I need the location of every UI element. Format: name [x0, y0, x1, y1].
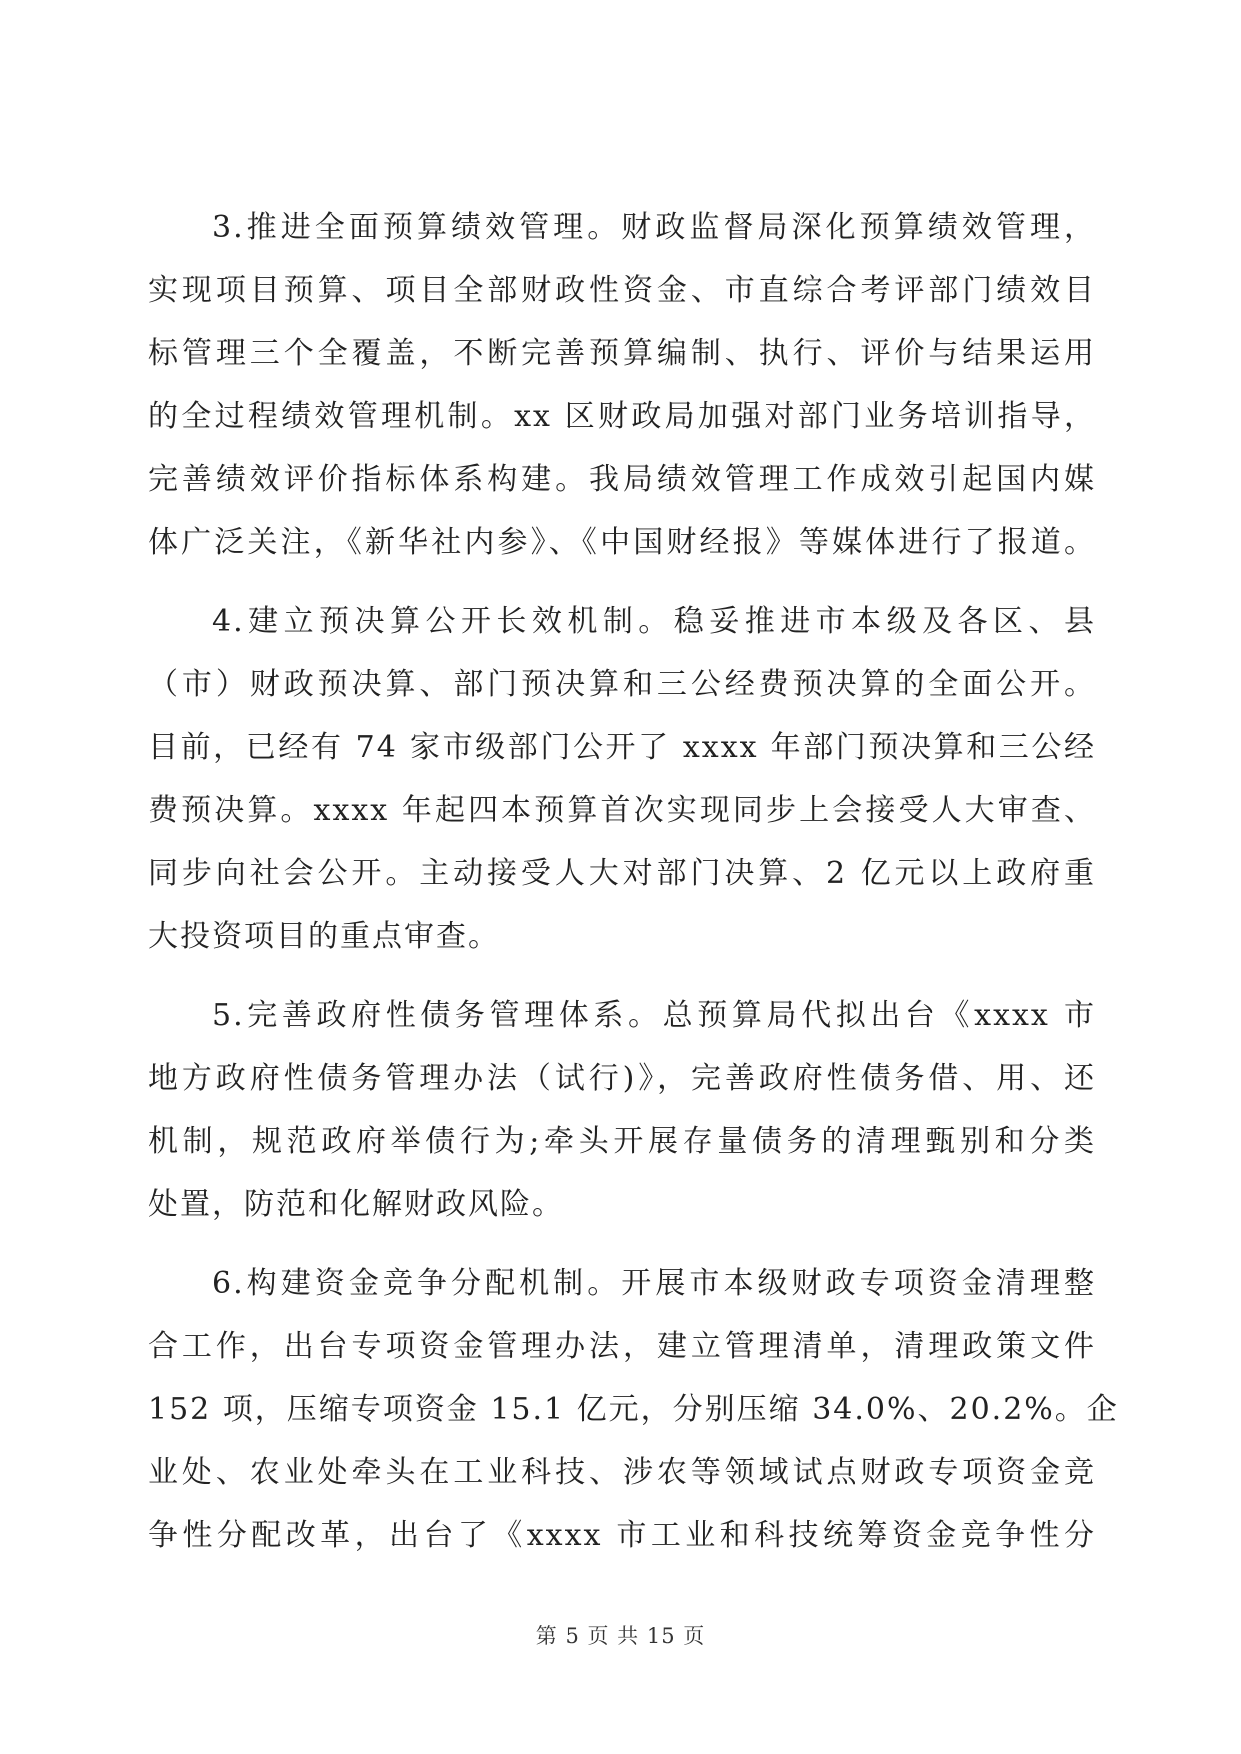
text-line: 业处、农业处牵头在工业科技、涉农等领域试点财政专项资金竞 [148, 1455, 1096, 1490]
text-line: 的全过程绩效管理机制。xx 区财政局加强对部门业务培训指导， [148, 399, 1096, 434]
text-line: 处置，防范和化解财政风险。 [148, 1187, 564, 1222]
text-line: 目前，已经有 74 家市级部门公开了 xxxx 年部门预决算和三公经 [148, 730, 1096, 765]
text-line: 完善绩效评价指标体系构建。我局绩效管理工作成效引起国内媒 [148, 462, 1096, 497]
document-body [148, 196, 1119, 1583]
text-line: （市）财政预决算、部门预决算和三公经费预决算的全面公开。 [148, 667, 1096, 702]
text-line: 152 项，压缩专项资金 15.1 亿元，分别压缩 34.0%、20.2%。企 [148, 1392, 1119, 1427]
text-line: 大投资项目的重点审查。 [148, 919, 500, 954]
text-line: 4.建立预决算公开长效机制。稳妥推进市本级及各区、县 [212, 604, 1096, 639]
paragraph-3 [148, 196, 1096, 574]
text-line: 地方政府性债务管理办法（试行)》，完善政府性债务借、用、还 [148, 1061, 1096, 1096]
text-line: 合工作，出台专项资金管理办法，建立管理清单，清理政策文件 [148, 1329, 1096, 1364]
text-line: 标管理三个全覆盖，不断完善预算编制、执行、评价与结果运用 [148, 336, 1096, 371]
text-line: 5.完善政府性债务管理体系。总预算局代拟出台《xxxx 市 [212, 998, 1096, 1033]
text-line: 同步向社会公开。主动接受人大对部门决算、2 亿元以上政府重 [148, 856, 1096, 891]
paragraph-6 [148, 1252, 1119, 1567]
text-line: 体广泛关注，《新华社内参》、《中国财经报》等媒体进行了报道。 [148, 525, 1096, 560]
paragraph-5 [148, 984, 1096, 1236]
text-line: 3.推进全面预算绩效管理。财政监督局深化预算绩效管理， [212, 210, 1096, 245]
text-line: 机制，规范政府举债行为;牵头开展存量债务的清理甄别和分类 [148, 1124, 1096, 1159]
paragraph-4 [148, 590, 1096, 968]
text-line: 实现项目预算、项目全部财政性资金、市直综合考评部门绩效目 [148, 273, 1096, 308]
text-line: 争性分配改革，出台了《xxxx 市工业和科技统筹资金竞争性分 [148, 1518, 1096, 1553]
text-line: 费预决算。xxxx 年起四本预算首次实现同步上会接受人大审查、 [148, 793, 1096, 828]
text-line: 6.构建资金竞争分配机制。开展市本级财政专项资金清理整 [212, 1266, 1096, 1301]
page-footer: 第 5 页 共 15 页 [535, 1624, 706, 1648]
